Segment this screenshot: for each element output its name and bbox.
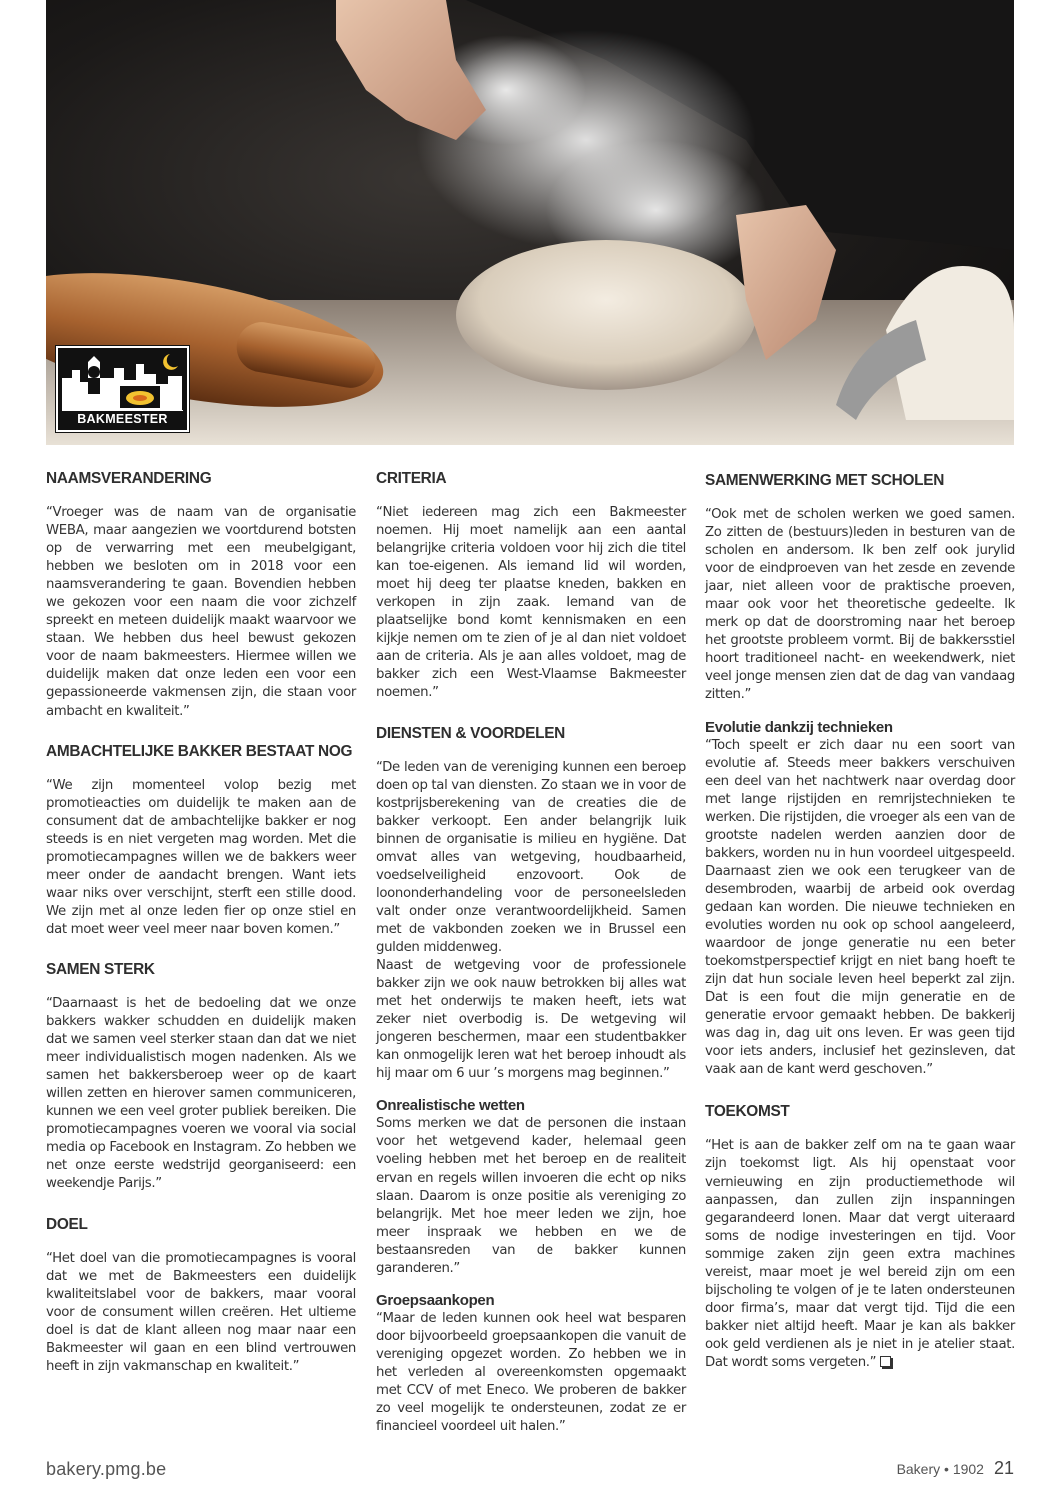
section-naamsverandering xyxy=(46,468,356,721)
bakmeester-logo xyxy=(56,346,189,432)
section-samen-sterk xyxy=(46,959,356,1194)
paragraph: “Vroeger was de naam van de organisatie WEBA, maar aangezien we voortdurend botsten op de verwarring met een meubelgigant, hebben we besloten om in 2018 voor een naamsverandering te gaan. Bovendien hebben we gekozen voor een naam die voor zichzelf spreekt en meteen duidelijk maakt waarvoor we staan. We hebben dus heel bewust gekozen voor de naam bakmeesters. Hiermee willen we duidelijk maken dat onze leden een voor een gepassioneerde vakmensen zijn, die staan voor ambacht en kwaliteit.” xyxy=(46,505,356,719)
article-end-square-icon xyxy=(880,1356,891,1367)
paragraph xyxy=(705,1137,1015,1372)
magazine-issue: Bakery • 1902 xyxy=(896,1461,984,1477)
section-heading: SAMEN STERK xyxy=(46,960,155,978)
paragraph: “De leden van de vereniging kunnen een beroep doen op tal van diensten. Zo staan we in voor de kostprijsberekening van de creaties die de bakker verkoopt. Een ander belangrijk luik binnen de organisatie is milieu en hygiëne. Dat omvat alles van wetgeving, houdbaarheid, voedselveiligheid enzovoort. Ook de loononderhandeling voor de personeelsleden valt onder onze verantwoordelijkheid. Samen met de vakbonden zoeken we in Brussel een gulden middenweg. xyxy=(376,759,686,955)
section-heading: AMBACHTELIJKE BAKKER BESTAAT NOG xyxy=(46,742,353,760)
section-heading: TOEKOMST xyxy=(705,1103,790,1121)
toekomst-text: “Het is aan de bakker zelf om na te gaan waar zijn toekomst ligt. Als hij openstaat voor vernieuwing en zijn productiemethode wil aanpassen, dan zullen zijn inspanningen gegarandeerd lonen. Maar dat vergt uiteraard soms de nodige investeringen en tijd. Voor sommige zaken zijn geen extra machines vereist, maar moet je wel bereid zijn om een bijscholing te volgen of je te laten ondersteunen door firma’s, maar dat vergt tijd. Tijd die een bakker niet altijd heeft. Maar je kan als bakker ook geld verdienen als je niet in je atelier staat. Dat wordt soms vergeten.” xyxy=(705,1138,1015,1370)
section-diensten-voordelen xyxy=(376,723,686,1437)
article-column-3 xyxy=(705,470,1015,1386)
section-heading: SAMENWERKING MET SCHOLEN xyxy=(705,472,945,489)
section-samenwerking-scholen xyxy=(705,470,1015,1079)
paragraph: “Maar de leden kunnen ook heel wat besparen door bijvoorbeeld groepsaankopen die vanuit de vereniging opgezet worden. Zo hebben we in het verleden al overeenkomsten opgemaakt met CCV of met Eneco. We proberen de bakker zo veel mogelijk te ondersteunen, zodat ze er financieel voordeel uit halen.” xyxy=(376,1310,686,1435)
hero-photo xyxy=(46,0,1014,445)
paragraph: Naast de wetgeving voor de professionele bakker zijn we ook nauw betrokken bij alles wat met het onderwijs te maken heeft, iets wat zeker niet overbodig is. De wetgeving wil jongeren beschermen, maar een studentbakker kan onmogelijk leren wat het beroep inhoudt als hij maar om 6 uur ’s morgens mag beginnen.” xyxy=(376,958,686,1082)
subheading-evolutie: Evolutie dankzij technieken xyxy=(705,718,893,736)
bakmeester-logo-artwork xyxy=(58,348,187,410)
page-number: 21 xyxy=(993,1458,1014,1478)
article-column-1 xyxy=(46,468,356,1390)
paragraph: “Niet iedereen mag zich een Bakmeester noemen. Hij moet namelijk aan een aantal belangrijke criteria voldoen voor hij zich die titel kan toe-eigenen. Als iemand lid wil worden, moet hij deeg ter plaatse kneden, bakken en verkopen in zijn zaak. Iemand van de plaatselijke bond komt kennismaken en een kijkje nemen om te zien of je al dan niet voldoet aan de criteria. Als je aan alles voldoet, mag de bakker zich een West-Vlaamse Bakmeester noemen.” xyxy=(376,505,686,701)
section-heading: DOEL xyxy=(46,1215,88,1233)
section-heading: CRITERIA xyxy=(376,470,447,487)
paragraph: “Ook met de scholen werken we goed samen. Zo zitten de (bestuurs)leden in besturen van de scholen en andersom. Ik ben zelf ook jurylid voor de eindproeven van het zesde en zevende jaar, niet alleen voor de praktische proeven, maar ook voor het theoretische gedeelte. Ik merk op dat de doorstroming naar het beroep het grootste probleem vormt. Bij de bakkersstiel hoort traditioneel nacht- en weekendwerk, niet veel jonge mensen zien dat de dag van vandaag zitten.” xyxy=(705,507,1015,703)
subheading-groepsaankopen: Groepsaankopen xyxy=(376,1291,495,1309)
footer-website: bakery.pmg.be xyxy=(46,1459,167,1479)
paragraph: “We zijn momenteel volop bezig met promotieacties om duidelijk te maken aan de consument dat de ambachtelijke bakker er nog steeds is en niet vergeten mag worden. Met die promotiecampagnes willen we de bakkers weer meer onder de aandacht brengen. Want iets waar niks over verschijnt, sterft een stille dood. We zijn met al onze leden fier op onze stiel en dat moet weer veel meer naar boven komen.” xyxy=(46,777,356,937)
section-heading: DIENSTEN & VOORDELEN xyxy=(376,724,565,742)
baker-flour-illustration xyxy=(46,0,1014,445)
logo-wordmark: BAKMEESTER xyxy=(62,410,183,426)
paragraph: Soms merken we dat de personen die instaan voor het wetgevend kader, helemaal geen voeling hebben met het beroep en de realiteit ervan en regels willen invoeren die echt op niks slaan. Daarom is onze positie als vereniging zo belangrijk. Met hoe meer leden we zijn, hoe meer inspraak we hebben en we de bestaansreden van de bakker kunnen garanderen.” xyxy=(376,1116,686,1276)
section-criteria xyxy=(376,468,686,703)
paragraph: “Het doel van die promotiecampagnes is vooral dat we met de Bakmeesters een duidelijk kwaliteitslabel voor de bakkers, maar vooral voor de consument willen creëren. Het ultieme doel is dat de klant alleen nog maar naar een Bakmeester wil gaan en een blind vertrouwen heeft in zijn vakmanschap en kwaliteit.” xyxy=(46,1250,356,1374)
section-heading: NAAMSVERANDERING xyxy=(46,470,212,487)
article-column-2 xyxy=(376,468,686,1450)
section-toekomst xyxy=(705,1101,1015,1372)
paragraph: “Daarnaast is het de bedoeling dat we onze bakkers wakker schudden en duidelijk maken dat we samen veel sterker staan dan dat we niet meer individualistisch mogen nadenken. Als we samen het bakkersberoep weer op de kaart willen zetten en hierover samen communiceren, kunnen we een veel groter publiek bereiken. Die promotiecampagnes voeren we vooral via social media op Facebook en Instagram. Zo hebben we net onze eerste wedstrijd georganiseerd: een weekendje Parijs.” xyxy=(46,995,356,1192)
subheading-onrealistische-wetten: Onrealistische wetten xyxy=(376,1097,525,1115)
footer-publication xyxy=(897,1458,1014,1479)
section-doel xyxy=(46,1214,356,1376)
section-ambachtelijke-bakker xyxy=(46,741,356,939)
paragraph: “Toch speelt er zich daar nu een soort van evolutie af. Steeds meer bakkers verschuiven een deel van het nachtwerk naar overdag door met lange rijstijden en remrijstechnieken te werken. Die rijstijden, die vroeger als een van de grootste nadelen werden aanzien door de bakkers, worden nu in hun voordeel uitgespeeld. Daarnaast zien we ook een terugkeer van de desembroden, waarbij de arbeid ook overdag gedaan kan worden. Die nieuwe technieken en evoluties worden nu ook op school aangeleerd, waardoor de jonge generatie nu een beter toekomstperspectief krijgt en niet bang hoeft te zijn dat hun sociale leven heel beperkt zal zijn. Dat is een fout die mijn generatie en de generatie ervoor gemaakt hebben. De bakkerij was dag in, dag uit ons leven. Er was geen tijd voor iets anders, inclusief het gezinsleven, dat vaak aan de kant werd geschoven.” xyxy=(705,737,1015,1078)
